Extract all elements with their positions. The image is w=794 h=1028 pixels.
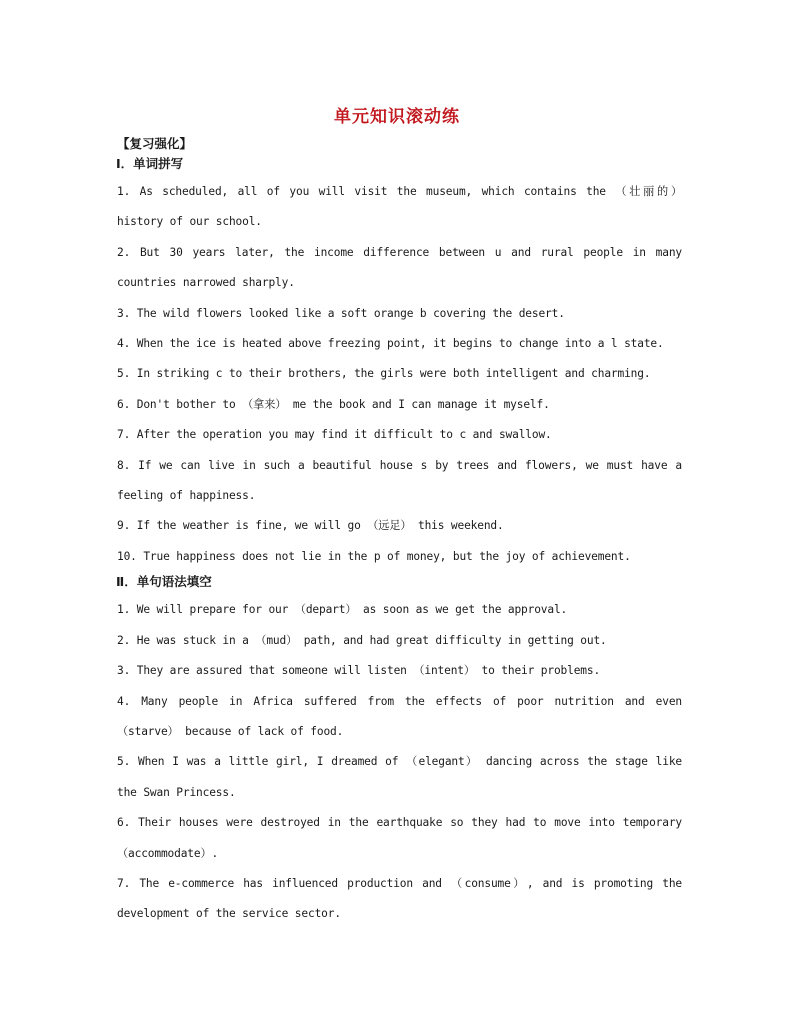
list-item: 10. True happiness does not lie in the p of money, but the joy of achievement.: [117, 549, 631, 563]
list-item: 4. When the ice is heated above freezing point, it begins to change into a l state.: [117, 337, 664, 351]
list-item: 1. As scheduled, all of you will visit the museum, which contains the （壮丽的） history of our school.: [117, 185, 682, 229]
list-item: 6. Their houses were destroyed in the earthquake so they had to move into temporary （accommodate）.: [117, 816, 682, 860]
list-item: 2. But 30 years later, the income difference between u and rural people in many countries narrowed sharply.: [117, 245, 682, 290]
list-item: 9. If the weather is fine, we will go （远足） this weekend.: [117, 519, 504, 533]
list-item: 5. In striking c to their brothers, the girls were both intelligent and charming.: [117, 367, 651, 381]
list-item: 2. He was stuck in a （mud） path, and had great difficulty in getting out.: [117, 633, 607, 647]
part1-list: [117, 177, 682, 572]
part2-heading: Ⅱ．单句语法填空: [116, 574, 212, 590]
list-item: 5. When I was a little girl, I dreamed of （elegant） dancing across the stage like the Swan Princess.: [117, 755, 682, 799]
list-item: 6. Don't bother to （拿来） me the book and I can manage it myself.: [117, 397, 550, 411]
document-content: [117, 134, 682, 930]
list-item: 7. After the operation you may find it difficult to c and swallow.: [117, 428, 552, 442]
list-item: 3. They are assured that someone will listen （intent） to their problems.: [117, 664, 601, 678]
part1-heading: Ⅰ．单词拼写: [116, 156, 184, 171]
part2-list: [117, 595, 682, 929]
list-item: 7. The e-commerce has influenced production and （consume）, and is promoting the development of the service sector.: [117, 876, 682, 921]
list-item: 8. If we can live in such a beautiful house s by trees and flowers, we must have a feeling of happiness.: [117, 458, 682, 503]
page-title: 单元知识滚动练: [334, 107, 460, 127]
list-item: 4. Many people in Africa suffered from the effects of poor nutrition and even （starve） because of lack of food.: [117, 694, 682, 738]
section-heading-review: 【复习强化】: [117, 136, 193, 151]
list-item: 3. The wild flowers looked like a soft orange b covering the desert.: [117, 306, 565, 320]
list-item: 1. We will prepare for our （depart） as soon as we get the approval.: [117, 603, 568, 617]
